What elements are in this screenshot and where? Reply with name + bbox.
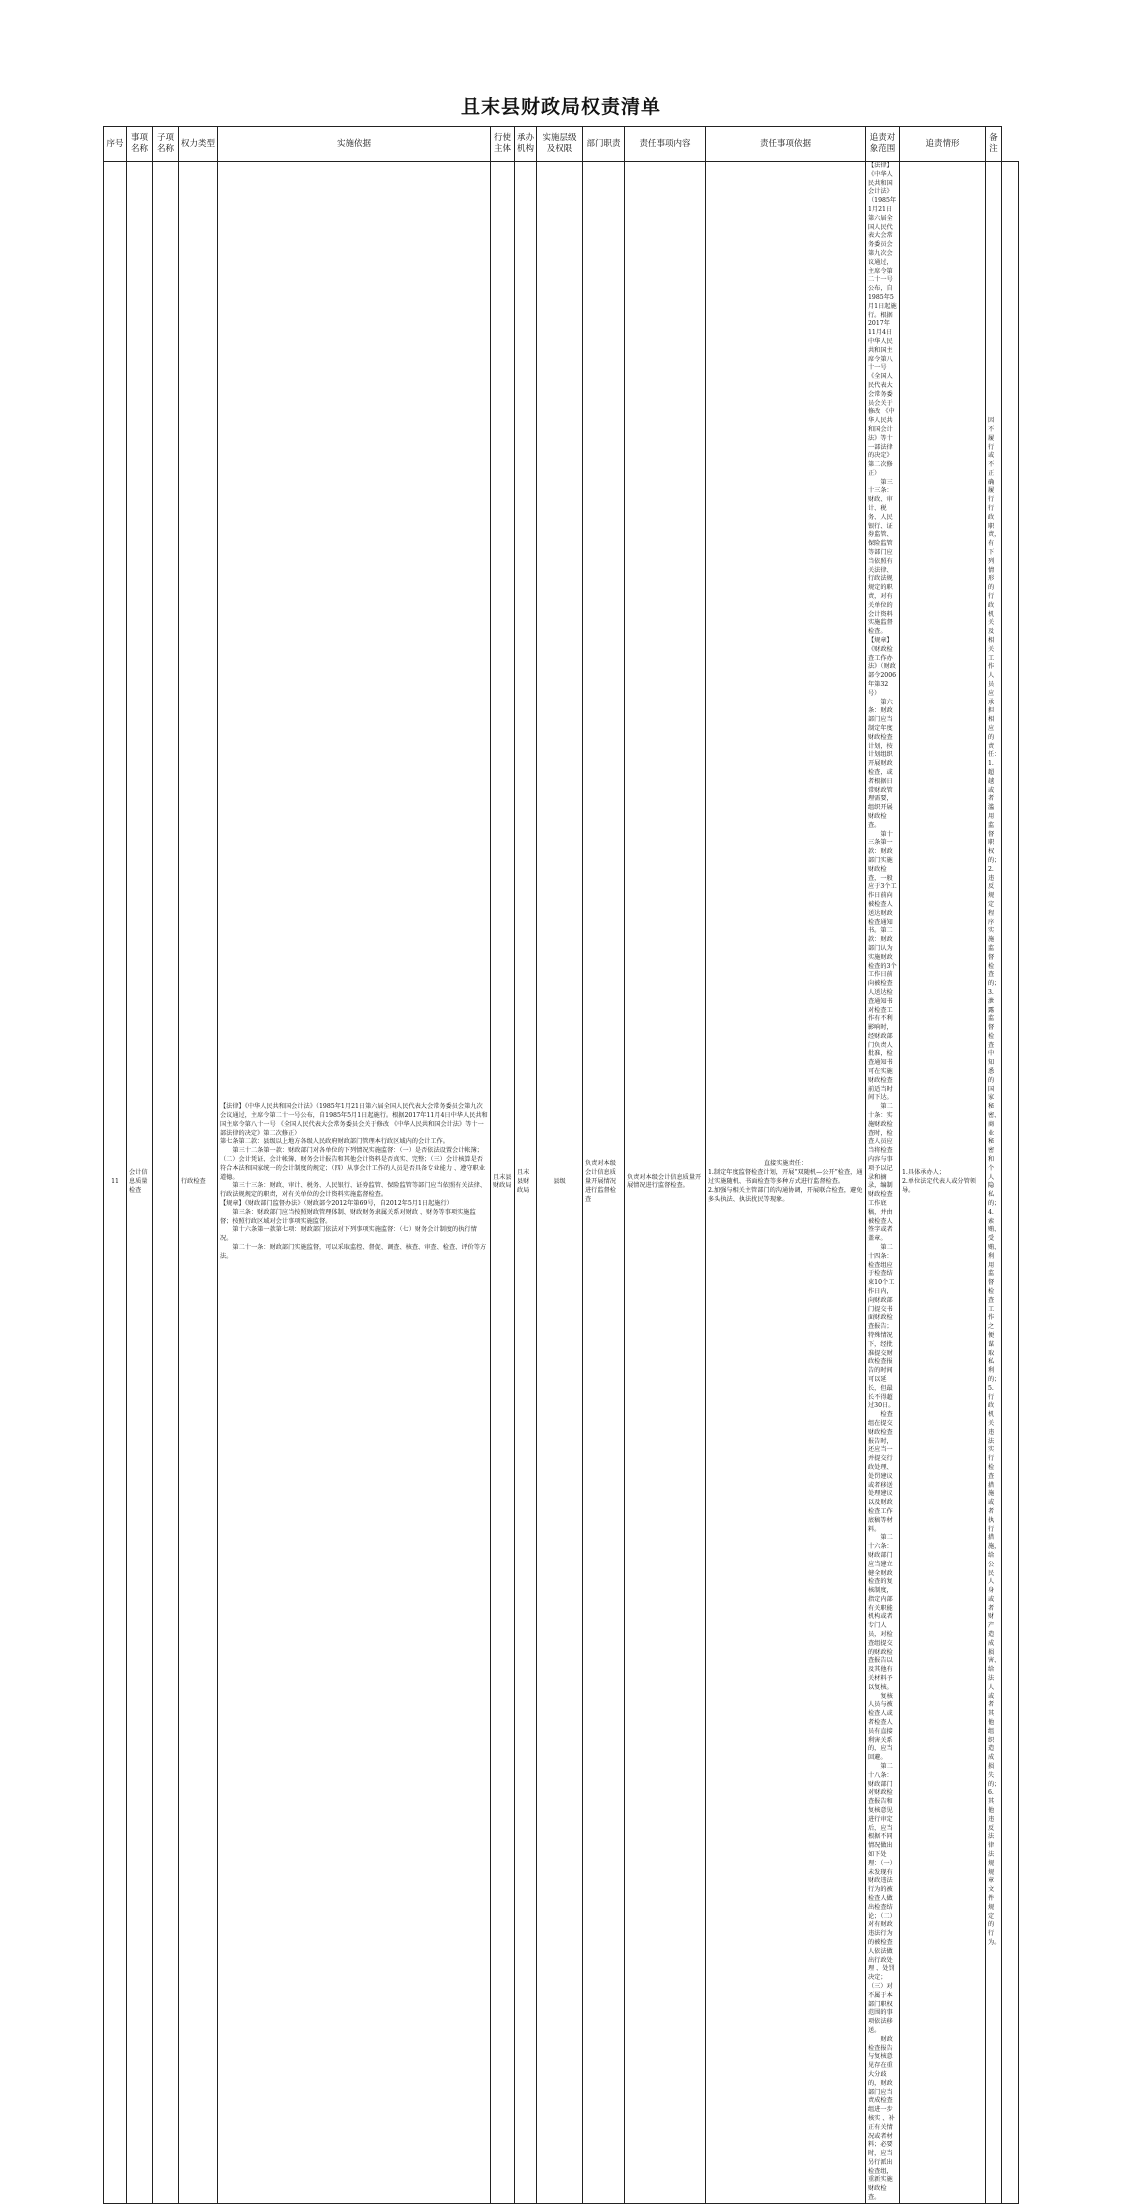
cell-situation <box>986 162 1002 2204</box>
resp-basis-line: 1.制定年度监督检查计划，开展“双随机—公开”检查，通过实施随机、书面检查等多种方式进行监督检查。 <box>708 1169 863 1186</box>
header-row <box>104 127 1019 162</box>
resp-law-paragraph: 第二十八条：财政部门对财政检查报告和复核意见进行审定后，应当根据不同情况做出如下处理：（一）未发现有财政违法行为的被检查人做出检查结论；（二）对有财政违法行为的被检查人依法做出行政处理 、处罚决定；（三）对不属于本部门职权范围的事项依法移送。 <box>868 1763 896 2034</box>
cell-item-name: 会计信息质量检查 <box>127 162 153 2204</box>
header-sub-item: 子项名称 <box>153 127 179 162</box>
basis-paragraph: 第三条：财政部门应当按照财政管理体制、财政财务隶属关系对财政 、财务等事项实施监督；按照行政区域对会计事项实施监督。 <box>220 1208 476 1225</box>
resp-law-paragraph: 检查组在提交财政检查报告时，还应当一并提交行政处理、处罚建议或者移送处理建议以及财政检查工作底稿等材料。 <box>868 1411 893 1533</box>
situation-line: 5.行政机关违法实行检查措施或者执行措施，给公民人身或者财产造成损害、给法人或者其他组织造成损失的； <box>988 1384 1001 1788</box>
resp-law-paragraph: 第六条：财政部门应当制定年度财政检查计划，按计划组织开展财政检查，或者根据日常财政管理需要，组织开展财政检查。 <box>868 698 893 829</box>
cell-basis <box>218 162 491 2204</box>
header-agency: 承办机构 <box>515 127 537 162</box>
resp-basis-line: 直接实施责任： <box>763 1160 808 1168</box>
cell-remark <box>1002 162 1019 2204</box>
header-power-type: 权力类型 <box>179 127 218 162</box>
cell-power-type: 行政检查 <box>179 162 218 2204</box>
situation-line: 2.违反规定程序实施监督检查的； <box>988 865 1001 988</box>
responsibility-table <box>103 126 1019 2204</box>
cell-subject: 且末县财政局 <box>491 162 515 2204</box>
resp-law-paragraph: 第二十六条：财政部门应当建立健全财政检查的复核制度，指定内部有关职能机构或者专门人员，对检查组提交的财政检查报告以及其他有关材料予以复核。 <box>868 1534 893 1691</box>
cell-scope <box>900 162 986 2204</box>
basis-paragraph: 【规章】《财政部门监督办法》（财政部令2012年第69号，自2012年5月1日起施行） <box>220 1200 453 1208</box>
resp-basis-line: 2.加强与相关主管部门的沟通协调，开展联合检查，避免多头执法、执法扰民等现象。 <box>708 1186 863 1203</box>
table-row <box>104 162 1019 2204</box>
header-subject: 行使主体 <box>491 127 515 162</box>
header-level: 实施层级及权限 <box>537 127 583 162</box>
basis-paragraph: 第十六条第一款第七项：财政部门依法对下列事项实施监督：（七）财务会计制度的执行情况。 <box>220 1226 477 1243</box>
header-basis: 实施依据 <box>218 127 491 162</box>
resp-law-paragraph: 【法律】《中华人民共和国会计法》（1985年1月21日第六届全国人民代表大会常务委员会第九次会议通过，主席令第二十一号公布，自1985年5月1日起施行。根据2017年11月4日中华人民共和国主席令第八十一号 《全国人民代表大会常务委员会关于修改 《中华人民共和国会计法》等十一部法律的决定》第二次修正） <box>868 162 897 477</box>
situation-line: 4.索贿、受贿、利用监督检查工作之便谋取私利的； <box>988 1208 1001 1383</box>
cell-level: 县级 <box>537 162 583 2204</box>
resp-law-paragraph: 第二十四条：检查组应于检查结束10个工作日内，向财政部门提交书面财政检查报告；特殊情况下，经批准提交财政检查报告的时间可以延长，但最长不得超过30日。 <box>868 1244 895 1410</box>
header-no: 序号 <box>104 127 127 162</box>
scope-line: 1.具体承办人； <box>902 1169 946 1177</box>
resp-law-paragraph: 财政检查报告与复核意见存在重大分歧的，财政部门应当责成检查组进一步核实 、补正有关情况或者材料；必要时，应当另行派出检查组，重新实施财政检查。 <box>868 2035 895 2202</box>
basis-paragraph: 第三十二条第一款：财政部门对各单位的下列情况实施监督：（一）是否依法设置会计帐簿；（二）会计凭证、会计帐簿、财务会计报告和其他会计资料是否真实、完整；（三）会计核算是否符合本法和国家统一的会计制度的规定；（四）从事会计工作的人员是否具备专业能力 、遵守职业道德。 <box>220 1147 485 1181</box>
cell-sub-item <box>153 162 179 2204</box>
header-dept-duty: 部门职责 <box>583 127 625 162</box>
situation-line: 3.泄露监督检查中知悉的国家秘密、商业秘密和个人隐私的； <box>988 988 1001 1208</box>
header-resp-basis: 责任事项依据 <box>706 127 866 162</box>
situation-line: 6.其他违反法律法规规章文件规定的行为。 <box>988 1789 1001 1946</box>
cell-no: 11 <box>104 162 127 2204</box>
header-item-name: 事项名称 <box>127 127 153 162</box>
situation-line: 1.超越或者滥用监督职权的； <box>988 760 1001 864</box>
cell-agency: 且末县财政局 <box>515 162 537 2204</box>
resp-law-paragraph: 第二十条：实施财政检查时，检查人员应当将检查内容与事项予以记录和摘录，编制财政检查工作底稿，并由被检查人签字或者盖章。 <box>868 1103 893 1243</box>
basis-paragraph: 第二十一条：财政部门实施监督，可以采取监控、督促、调查、核查、审查、检查、评价等方法。 <box>220 1244 487 1260</box>
basis-paragraph: 【法律】《中华人民共和国会计法》（1985年1月21日第六届全国人民代表大会常务委员会第九次会议通过，主席令第二十一号公布，自1985年5月1日起施行。根据2017年11月4日中华人民共和国主席令第八十一号 《全国人民代表大会常务委员会关于修改 《中华人民共和国会计法》等十一部法律的决定》第二次修正） <box>220 1103 488 1137</box>
resp-law-paragraph: 复核人员与被检查人或者检查人员有直接利害关系的，应当回避。 <box>868 1692 893 1762</box>
resp-law-paragraph: 第十三条第一款：财政部门实施财政检查，一般应于3个工作日前向被检查人送达财政检查通知书。第二款：财政部门认为实施财政检查的3个工作日前向被检查人送达检查通知书对检查工作有不利影响时，经财政部门负责人批准，检查通知书可在实施财政检查前适当时间下达。 <box>868 830 897 1102</box>
cell-resp-basis <box>706 162 866 2204</box>
resp-law-paragraph: 第三十三条：财政、审计、税务、人民银行、证券监管、保险监管等部门应当依照有关法律、行政法规规定的职责，对有关单位的会计资料实施监督检查。 <box>868 478 893 636</box>
header-situation: 追责情形 <box>900 127 986 162</box>
cell-dept-duty: 负责对本级会计信息质量开展情况进行监督检查 <box>583 162 625 2204</box>
cell-resp-law <box>866 162 900 2204</box>
header-scope: 追责对象范围 <box>866 127 900 162</box>
header-resp-content: 责任事项内容 <box>625 127 706 162</box>
scope-line: 2.单位法定代表人或分管领导。 <box>902 1178 976 1194</box>
cell-resp-content: 负责对本级会计信息质量开展情况进行监督检查。 <box>625 162 706 2204</box>
situation-line: 因不履行或不正确履行行政职责，有下列情形的行政机关及相关工作人员应承担相应的责任： <box>988 417 1001 759</box>
header-remark: 备注 <box>986 127 1002 162</box>
resp-law-paragraph: 【规章】《财政检查工作办法》（财政部令2006年第32号） <box>868 637 897 697</box>
basis-paragraph: 第三十三条：财政、审计、税务、人民银行、证券监管、保险监管等部门应当依照有关法律、行政法规规定的职责，对有关单位的会计资料实施监督检查。 <box>220 1182 487 1199</box>
basis-paragraph: 第七条第二款：县级以上地方各级人民政府财政部门管理本行政区域内的会计工作。 <box>220 1138 449 1146</box>
page-title: 且末县财政局权责清单 <box>460 96 661 118</box>
